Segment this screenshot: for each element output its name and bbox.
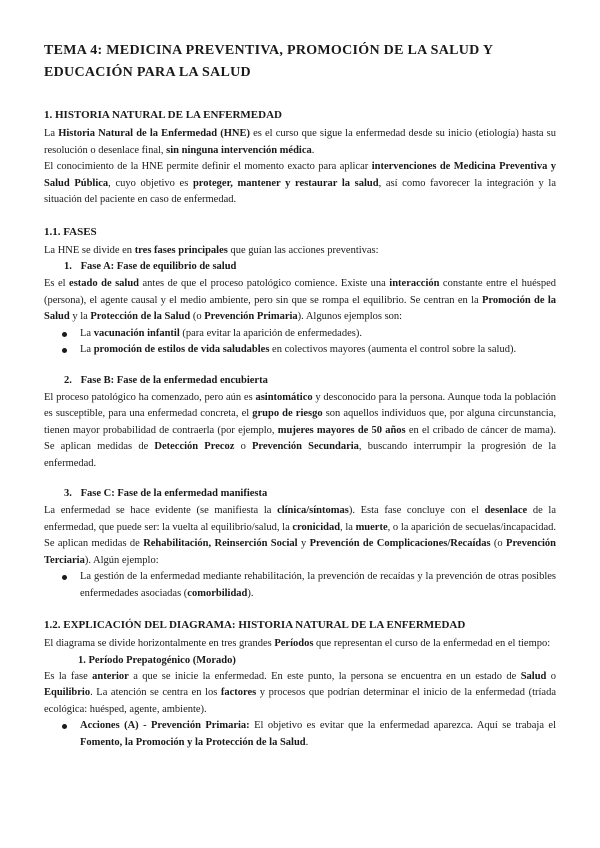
fase-b-paragraph: El proceso patológico ha comenzado, pero aún es asintomático y desconocido para la persona. Aunque toda la población es susceptible, para una enfermedad concreta, el grupo de riesgo son aquellos individuos que, por alguna circunstancia, tienen mayor probabilidad de contraerla (por ejemplo, mujeres mayores de 50 años en el cribado de cáncer de mama). Se aplican medidas de Detección Precoz o Prevención Secundaria, buscando interrumpir la progresión de la enfermedad. [44,391,556,469]
section-1-paragraph-2: El conocimiento de la HNE permite definir el momento exacto para aplicar intervenciones de Medicina Preventiva y Salud Pública, cuyo objetivo es proteger, mantener y restaurar la salud, así como favorecer la integración y la situación del paciente en caso de enfermedad. [44,161,557,205]
document-content [44,40,556,751]
section-1-1-intro: La HNE se divide en tres fases principales que guían las acciones preventivas: [44,244,379,256]
list-item: La gestión de la enfermedad mediante rehabilitación, la prevención de recaídas y la prevención de otras posibles enfermedades asociadas (comorbilidad). [44,569,556,602]
list-item: Acciones (A) - Prevención Primaria: El objetivo es evitar que la enfermedad aparezca. Aquí se trabaja el Fomento, la Promoción y la Protección de la Salud. [44,718,556,751]
fase-a-heading: 1. Fase A: Fase de equilibrio de salud [64,261,237,272]
section-1-1-heading: 1.1. FASES [44,225,97,238]
fase-a-paragraph: Es el estado de salud antes de que el proceso patológico comience. Existe una interacción constante entre el huésped (persona), el agente causal y el medio ambiente, pero sin que se rompa el equilibrio. Se centran en la Promoción de la Salud y la Protección de la Salud (o Prevención Primaria). Algunos ejemplos son: [44,278,557,322]
section-1-2-intro: El diagrama se divide horizontalmente en tres grandes Períodos que representan el curso de la enfermedad en el tiempo: [44,638,551,649]
fase-c-bullet-list [44,569,556,602]
fase-c-heading: 3. Fase C: Fase de la enfermedad manifiesta [64,488,268,499]
fase-c-paragraph: La enfermedad se hace evidente (se manifiesta la clínica/síntomas). Esta fase concluye con el desenlace de la enfermedad, que puede ser: la vuelta al equilibrio/salud, la cronicidad, la muerte, o la aparición de secuelas/incapacidad. Se aplican medidas de Rehabilitación, Reinserción Social y Prevención de Complicaciones/Recaídas (o Prevención Terciaria). Algún ejemplo: [44,505,556,566]
list-item: La promoción de estilos de vida saludables en colectivos mayores (aumenta el control sobre la salud). [44,342,556,359]
section-1-heading: 1. HISTORIA NATURAL DE LA ENFERMEDAD [44,109,282,121]
periodo-1-heading: 1. Período Prepatogénico (Morado) [78,654,236,666]
periodo-1-bullet-list [44,718,556,751]
bullet-icon [62,724,67,729]
bullet-icon [62,348,67,353]
section-1-paragraph-1: La Historia Natural de la Enfermedad (HNE) es el curso que sigue la enfermedad desde su inicio (etiología) hasta su resolución o desenlace final, sin ninguna intervención médica. [44,128,556,156]
fase-b-heading: 2. Fase B: Fase de la enfermedad encubierta [64,374,268,386]
bullet-icon [62,332,67,337]
section-1-2-heading: 1.2. EXPLICACIÓN DEL DIAGRAMA: HISTORIA NATURAL DE LA ENFERMEDAD [44,619,466,631]
list-item: La vacunación infantil (para evitar la aparición de enfermedades). [44,326,556,343]
document-title: TEMA 4: MEDICINA PREVENTIVA, PROMOCIÓN DE LA SALUD Y EDUCACIÓN PARA LA SALUD [44,43,493,80]
bullet-icon [62,575,67,580]
periodo-1-paragraph: Es la fase anterior a que se inicie la enfermedad. En este punto, la persona se encuentra en un estado de Salud o Equilibrio. La atención se centra en los factores y procesos que podrían determinar el inicio de la enfermedad (tríada ecológica: huésped, agente, ambiente). [44,670,556,715]
fase-a-bullet-list [44,326,556,359]
